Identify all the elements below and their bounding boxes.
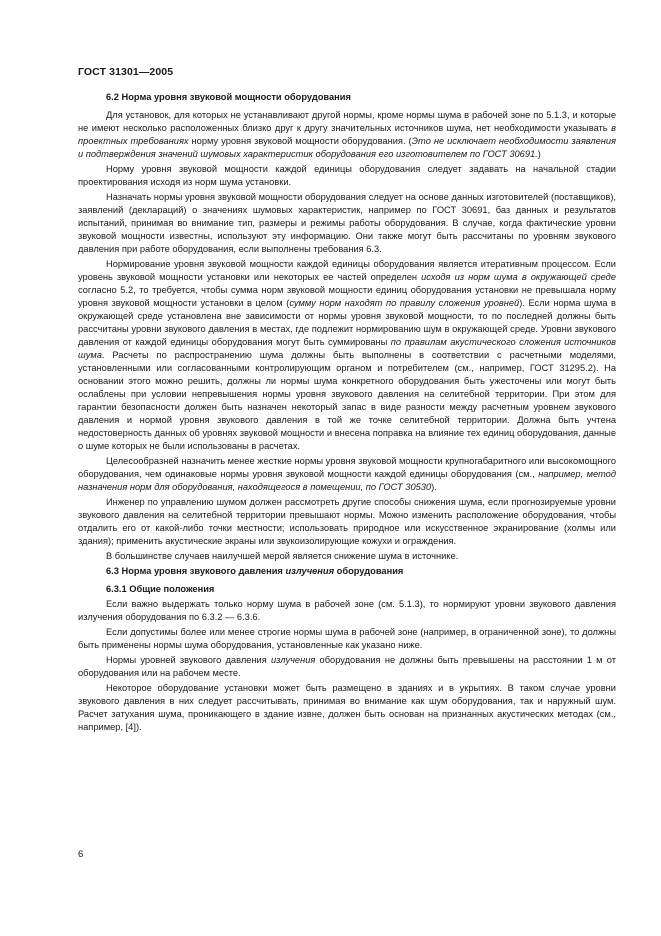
paragraph: Инженер по управлению шумом должен рассмотреть другие способы снижения шума, если прогнозируемые уровни звукового давления на селитебной территории превышают нормы. Можно изменить расположение оборудования, чтобы отдалить его от какой-либо точки местности; использовать природное или искусственное экранирование (холмы или здания); применить акустические экраны или звукоизолирующие кожухи и ограждения. xyxy=(78,497,616,546)
paragraph xyxy=(78,654,616,680)
text-run: согласно 5.2, то требуется, чтобы сумма норм звуковой мощности единиц оборудования установки не превышала норму уровня звуковой мощности установки в целом ( xyxy=(78,285,616,308)
italic-run: исходя из норм шума в окружающей среде xyxy=(421,272,616,282)
italic-run: излучения xyxy=(271,655,316,665)
text-run: Целесообразней назначить менее жесткие нормы уровня звуковой мощности крупногабаритного или высокомощного оборудования, чем одинаковые нормы уровня звуковой мощности каждой единицы оборудования (см., xyxy=(78,456,617,479)
paragraph xyxy=(78,455,616,494)
italic-run: излучения xyxy=(285,566,335,576)
paragraph xyxy=(78,258,616,453)
italic-run: по правилам акустического сложения источников шума xyxy=(78,337,617,360)
paragraph: Норму уровня звуковой мощности каждой единицы оборудования следует задавать на начальной стадии проектирования исходя из норм шума установки. xyxy=(78,164,616,187)
paragraph: Назначать нормы уровня звуковой мощности оборудования следует на основе данных изготовителей (поставщиков), заявлений (деклараций) о значениях шумовых характеристик, например по ГОСТ 30691, баз данных и результатов испытаний, принимая во внимание тип, размеры и режимы работы оборудования. В случае, когда фактические уровни звуковой мощности известны, используют эту информацию. Они также могут быть рассчитаны по уровням звукового давления при работе оборудования, если выполнены требования 6.3. xyxy=(78,192,616,254)
text-run: . Расчеты по распространению шума должны быть выполнены в соответствии с расчетными моделями, установленными или согласованными контролирующим органом и потребителем (см., например, ГОСТ 31295.2). На основании этого можно решить, должны ли нормы шума конкретного оборудования быть ужесточены или могут быть ослаблены при условии непревышения нормы уровня звукового давления на селитебной территории. При этом для гарантии безопасности должен быть назначен некоторый запас в виде разности между расчетным уровнем звукового давления и нормой уровня звукового давления в той же точке селитебной территории. Должна быть учтена недостоверность данных об уровнях звуковой мощности и внесена поправка на влияние тех единиц оборудования, данные о шуме которых не были использованы в расчетах. xyxy=(78,350,616,451)
text-run: ). Если норма шума в окружающей среде установлена вне зависимости от нормы уровня звуковой мощности, то по последней должны быть рассчитаны уровни звукового давления в местах, где подлежит нормированию шум в окружающей среде. Уровни звукового давления от каждой единицы оборудования могут быть суммированы xyxy=(78,298,616,347)
paragraph: Если допустимы более или менее строгие нормы шума в рабочей зоне (например, в ограниченной зоне), то должны быть применены нормы шума оборудования, установленные как указано ниже. xyxy=(78,627,616,650)
paragraph: Если важно выдержать только норму шума в рабочей зоне (см. 5.1.3), то нормируют уровни звукового давления излучения оборудования по 6.3.2 — 6.3.6. xyxy=(78,599,616,622)
italic-run: в проектных требованиях xyxy=(78,123,616,146)
italic-run: Это не исключает необходимости заявления и подтверждения значений шумовых характеристик оборудования его изготовителем по ГОСТ 30691. xyxy=(78,136,616,159)
text-run: Нормирование уровня звуковой мощности каждой единицы оборудования является итеративным процессом. Если уровень звуковой мощности установки или некоторых ее частей определен xyxy=(78,259,616,282)
text-run: ). xyxy=(431,482,437,492)
italic-run: например, метод назначения норм для оборудования, находящегося в помещении, по ГОСТ 30530 xyxy=(78,469,616,492)
text-run: Для установок, для которых не устанавливают другой нормы, кроме нормы шума в рабочей зоне по 5.1.3, и которые не имеют несколько расположенных близко друг к другу значительных источников шума, нет необходимости указывать xyxy=(78,110,616,133)
subsection-heading-6-3-1: 6.3.1 Общие положения xyxy=(106,584,215,594)
text-run: норму уровня звуковой мощности оборудования. ( xyxy=(188,136,412,146)
italic-run: сумму норм находят по правилу сложения уровней xyxy=(289,298,520,308)
text-run: Нормы уровней звукового давления xyxy=(106,655,272,665)
text-run: оборудования не должны быть превышены на расстоянии 1 м от оборудования или на рабочем месте. xyxy=(78,655,616,678)
paragraph: В большинстве случаев наилучшей мерой является снижение шума в источнике. xyxy=(106,551,459,561)
page-number: 6 xyxy=(78,849,84,860)
document-header: ГОСТ 31301—2005 xyxy=(78,66,174,78)
paragraph: Некоторое оборудование установки может быть размещено в зданиях и в укрытиях. В таком случае уровни звукового давления в них следует рассчитывать, принимая во внимание как шум оборудования, так и наружный шум. Расчет затухания шума, проникающего в здание извне, должен быть основан на признанных акустических методах (см., например, [4]). xyxy=(78,683,616,732)
text-run: 6.3 Норма уровня звукового давления xyxy=(106,566,286,576)
section-heading-6-2: 6.2 Норма уровня звуковой мощности оборудования xyxy=(106,92,351,102)
text-run: оборудования xyxy=(334,566,404,576)
text-run: ) xyxy=(537,149,541,159)
paragraph xyxy=(78,109,616,161)
document-body xyxy=(78,91,616,734)
section-heading-6-3 xyxy=(78,565,616,578)
